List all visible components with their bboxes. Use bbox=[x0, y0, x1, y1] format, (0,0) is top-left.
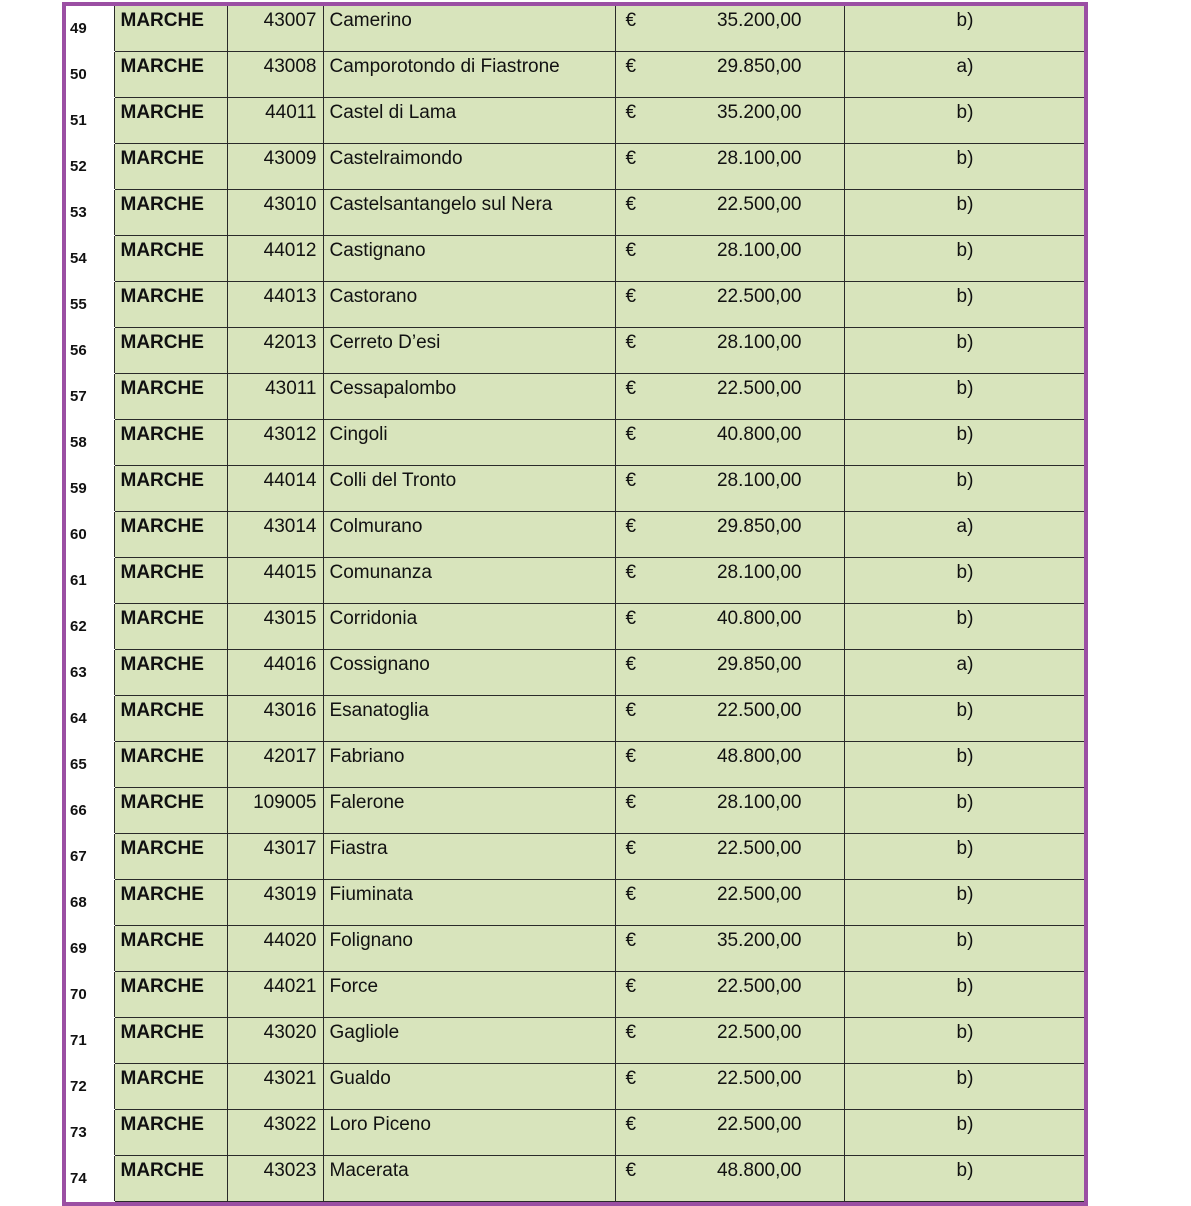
amount-cell: 22.500,00 bbox=[713, 880, 844, 926]
municipality-cell: Colli del Tronto bbox=[323, 466, 615, 512]
table-row bbox=[66, 880, 1084, 926]
municipality-cell: Force bbox=[323, 972, 615, 1018]
amount-cell: 28.100,00 bbox=[713, 144, 844, 190]
table-row bbox=[66, 52, 1084, 98]
code-cell: 43011 bbox=[227, 374, 323, 420]
table-row bbox=[66, 788, 1084, 834]
municipality-cell: Camerino bbox=[323, 6, 615, 52]
amount-cell: 29.850,00 bbox=[713, 512, 844, 558]
amount-cell: 29.850,00 bbox=[713, 650, 844, 696]
code-cell: 43007 bbox=[227, 6, 323, 52]
region-cell: MARCHE bbox=[114, 466, 227, 512]
category-cell: b) bbox=[844, 1018, 1084, 1064]
table-row bbox=[66, 1018, 1084, 1064]
region-cell: MARCHE bbox=[114, 788, 227, 834]
document-frame bbox=[62, 2, 1088, 1206]
municipality-cell: Macerata bbox=[323, 1156, 615, 1202]
amount-cell: 48.800,00 bbox=[713, 1156, 844, 1202]
municipality-cell: Cingoli bbox=[323, 420, 615, 466]
region-cell: MARCHE bbox=[114, 834, 227, 880]
municipality-cell: Colmurano bbox=[323, 512, 615, 558]
code-cell: 43017 bbox=[227, 834, 323, 880]
table-row bbox=[66, 282, 1084, 328]
category-cell: b) bbox=[844, 880, 1084, 926]
category-cell: a) bbox=[844, 512, 1084, 558]
table-row bbox=[66, 512, 1084, 558]
category-cell: b) bbox=[844, 604, 1084, 650]
category-cell: a) bbox=[844, 52, 1084, 98]
code-cell: 43020 bbox=[227, 1018, 323, 1064]
amount-cell: 40.800,00 bbox=[713, 604, 844, 650]
table-row bbox=[66, 466, 1084, 512]
code-cell: 44014 bbox=[227, 466, 323, 512]
region-cell: MARCHE bbox=[114, 1018, 227, 1064]
code-cell: 43016 bbox=[227, 696, 323, 742]
amount-cell: 22.500,00 bbox=[713, 696, 844, 742]
row-number: 55 bbox=[66, 282, 114, 328]
currency-cell: € bbox=[615, 788, 713, 834]
amount-cell: 35.200,00 bbox=[713, 98, 844, 144]
category-cell: b) bbox=[844, 788, 1084, 834]
row-number: 51 bbox=[66, 98, 114, 144]
currency-cell: € bbox=[615, 558, 713, 604]
row-number: 73 bbox=[66, 1110, 114, 1156]
table-row bbox=[66, 328, 1084, 374]
amount-cell: 40.800,00 bbox=[713, 420, 844, 466]
table-row bbox=[66, 98, 1084, 144]
row-number: 60 bbox=[66, 512, 114, 558]
municipality-cell: Gualdo bbox=[323, 1064, 615, 1110]
region-cell: MARCHE bbox=[114, 742, 227, 788]
code-cell: 44013 bbox=[227, 282, 323, 328]
code-cell: 44011 bbox=[227, 98, 323, 144]
category-cell: b) bbox=[844, 926, 1084, 972]
currency-cell: € bbox=[615, 328, 713, 374]
municipality-cell: Falerone bbox=[323, 788, 615, 834]
region-cell: MARCHE bbox=[114, 650, 227, 696]
currency-cell: € bbox=[615, 144, 713, 190]
category-cell: b) bbox=[844, 98, 1084, 144]
row-number: 52 bbox=[66, 144, 114, 190]
amount-cell: 28.100,00 bbox=[713, 236, 844, 282]
region-cell: MARCHE bbox=[114, 1064, 227, 1110]
category-cell: b) bbox=[844, 190, 1084, 236]
amount-cell: 35.200,00 bbox=[713, 926, 844, 972]
row-number: 53 bbox=[66, 190, 114, 236]
code-cell: 43023 bbox=[227, 1156, 323, 1202]
amount-cell: 28.100,00 bbox=[713, 788, 844, 834]
region-cell: MARCHE bbox=[114, 926, 227, 972]
municipality-cell: Castelsantangelo sul Nera bbox=[323, 190, 615, 236]
currency-cell: € bbox=[615, 512, 713, 558]
table-row bbox=[66, 604, 1084, 650]
category-cell: b) bbox=[844, 1110, 1084, 1156]
municipality-cell: Folignano bbox=[323, 926, 615, 972]
region-cell: MARCHE bbox=[114, 52, 227, 98]
amount-cell: 22.500,00 bbox=[713, 972, 844, 1018]
amount-cell: 22.500,00 bbox=[713, 834, 844, 880]
currency-cell: € bbox=[615, 1018, 713, 1064]
row-number: 71 bbox=[66, 1018, 114, 1064]
amount-cell: 22.500,00 bbox=[713, 374, 844, 420]
code-cell: 43015 bbox=[227, 604, 323, 650]
amount-cell: 29.850,00 bbox=[713, 52, 844, 98]
table-row bbox=[66, 190, 1084, 236]
region-cell: MARCHE bbox=[114, 190, 227, 236]
municipality-cell: Fiastra bbox=[323, 834, 615, 880]
currency-cell: € bbox=[615, 52, 713, 98]
municipality-cell: Comunanza bbox=[323, 558, 615, 604]
row-number: 70 bbox=[66, 972, 114, 1018]
currency-cell: € bbox=[615, 650, 713, 696]
region-cell: MARCHE bbox=[114, 328, 227, 374]
table-row bbox=[66, 696, 1084, 742]
region-cell: MARCHE bbox=[114, 880, 227, 926]
currency-cell: € bbox=[615, 696, 713, 742]
currency-cell: € bbox=[615, 374, 713, 420]
region-cell: MARCHE bbox=[114, 236, 227, 282]
code-cell: 43014 bbox=[227, 512, 323, 558]
row-number: 56 bbox=[66, 328, 114, 374]
row-number: 72 bbox=[66, 1064, 114, 1110]
code-cell: 109005 bbox=[227, 788, 323, 834]
municipality-cell: Cossignano bbox=[323, 650, 615, 696]
municipality-cell: Castignano bbox=[323, 236, 615, 282]
region-cell: MARCHE bbox=[114, 144, 227, 190]
row-number: 66 bbox=[66, 788, 114, 834]
region-cell: MARCHE bbox=[114, 1110, 227, 1156]
municipality-table bbox=[66, 6, 1085, 1202]
category-cell: b) bbox=[844, 328, 1084, 374]
category-cell: b) bbox=[844, 420, 1084, 466]
municipality-cell: Corridonia bbox=[323, 604, 615, 650]
currency-cell: € bbox=[615, 190, 713, 236]
region-cell: MARCHE bbox=[114, 98, 227, 144]
table-row bbox=[66, 374, 1084, 420]
table-body bbox=[66, 6, 1084, 1202]
category-cell: b) bbox=[844, 236, 1084, 282]
municipality-cell: Fiuminata bbox=[323, 880, 615, 926]
region-cell: MARCHE bbox=[114, 558, 227, 604]
category-cell: b) bbox=[844, 6, 1084, 52]
municipality-cell: Fabriano bbox=[323, 742, 615, 788]
code-cell: 43021 bbox=[227, 1064, 323, 1110]
amount-cell: 28.100,00 bbox=[713, 558, 844, 604]
row-number: 64 bbox=[66, 696, 114, 742]
category-cell: b) bbox=[844, 558, 1084, 604]
municipality-cell: Gagliole bbox=[323, 1018, 615, 1064]
category-cell: b) bbox=[844, 466, 1084, 512]
amount-cell: 22.500,00 bbox=[713, 1064, 844, 1110]
table-row bbox=[66, 144, 1084, 190]
category-cell: b) bbox=[844, 1156, 1084, 1202]
table-row bbox=[66, 1064, 1084, 1110]
table-row bbox=[66, 972, 1084, 1018]
currency-cell: € bbox=[615, 834, 713, 880]
currency-cell: € bbox=[615, 604, 713, 650]
code-cell: 43012 bbox=[227, 420, 323, 466]
currency-cell: € bbox=[615, 972, 713, 1018]
table-row bbox=[66, 6, 1084, 52]
table-row bbox=[66, 742, 1084, 788]
code-cell: 42013 bbox=[227, 328, 323, 374]
category-cell: b) bbox=[844, 374, 1084, 420]
municipality-cell: Cerreto D’esi bbox=[323, 328, 615, 374]
row-number: 57 bbox=[66, 374, 114, 420]
amount-cell: 22.500,00 bbox=[713, 190, 844, 236]
region-cell: MARCHE bbox=[114, 1156, 227, 1202]
currency-cell: € bbox=[615, 466, 713, 512]
region-cell: MARCHE bbox=[114, 6, 227, 52]
currency-cell: € bbox=[615, 98, 713, 144]
category-cell: b) bbox=[844, 834, 1084, 880]
region-cell: MARCHE bbox=[114, 512, 227, 558]
code-cell: 44016 bbox=[227, 650, 323, 696]
row-number: 54 bbox=[66, 236, 114, 282]
amount-cell: 35.200,00 bbox=[713, 6, 844, 52]
table-row bbox=[66, 1110, 1084, 1156]
municipality-cell: Esanatoglia bbox=[323, 696, 615, 742]
row-number: 59 bbox=[66, 466, 114, 512]
category-cell: b) bbox=[844, 282, 1084, 328]
code-cell: 44021 bbox=[227, 972, 323, 1018]
region-cell: MARCHE bbox=[114, 696, 227, 742]
region-cell: MARCHE bbox=[114, 972, 227, 1018]
region-cell: MARCHE bbox=[114, 282, 227, 328]
category-cell: b) bbox=[844, 742, 1084, 788]
code-cell: 44015 bbox=[227, 558, 323, 604]
currency-cell: € bbox=[615, 1156, 713, 1202]
municipality-cell: Cessapalombo bbox=[323, 374, 615, 420]
code-cell: 43022 bbox=[227, 1110, 323, 1156]
currency-cell: € bbox=[615, 926, 713, 972]
row-number: 49 bbox=[66, 6, 114, 52]
amount-cell: 22.500,00 bbox=[713, 1110, 844, 1156]
category-cell: b) bbox=[844, 144, 1084, 190]
code-cell: 43019 bbox=[227, 880, 323, 926]
municipality-cell: Castelraimondo bbox=[323, 144, 615, 190]
currency-cell: € bbox=[615, 420, 713, 466]
municipality-cell: Camporotondo di Fiastrone bbox=[323, 52, 615, 98]
code-cell: 42017 bbox=[227, 742, 323, 788]
currency-cell: € bbox=[615, 6, 713, 52]
category-cell: b) bbox=[844, 1064, 1084, 1110]
row-number: 63 bbox=[66, 650, 114, 696]
currency-cell: € bbox=[615, 742, 713, 788]
table-row bbox=[66, 420, 1084, 466]
table-row bbox=[66, 834, 1084, 880]
row-number: 65 bbox=[66, 742, 114, 788]
currency-cell: € bbox=[615, 880, 713, 926]
row-number: 62 bbox=[66, 604, 114, 650]
region-cell: MARCHE bbox=[114, 604, 227, 650]
category-cell: a) bbox=[844, 650, 1084, 696]
municipality-cell: Loro Piceno bbox=[323, 1110, 615, 1156]
amount-cell: 22.500,00 bbox=[713, 282, 844, 328]
code-cell: 44020 bbox=[227, 926, 323, 972]
table-row bbox=[66, 236, 1084, 282]
amount-cell: 28.100,00 bbox=[713, 328, 844, 374]
municipality-cell: Castorano bbox=[323, 282, 615, 328]
row-number: 58 bbox=[66, 420, 114, 466]
code-cell: 44012 bbox=[227, 236, 323, 282]
code-cell: 43008 bbox=[227, 52, 323, 98]
table-row bbox=[66, 926, 1084, 972]
currency-cell: € bbox=[615, 282, 713, 328]
row-number: 69 bbox=[66, 926, 114, 972]
category-cell: b) bbox=[844, 696, 1084, 742]
amount-cell: 48.800,00 bbox=[713, 742, 844, 788]
currency-cell: € bbox=[615, 236, 713, 282]
region-cell: MARCHE bbox=[114, 374, 227, 420]
amount-cell: 28.100,00 bbox=[713, 466, 844, 512]
code-cell: 43009 bbox=[227, 144, 323, 190]
amount-cell: 22.500,00 bbox=[713, 1018, 844, 1064]
code-cell: 43010 bbox=[227, 190, 323, 236]
table-row bbox=[66, 1156, 1084, 1202]
table-row bbox=[66, 650, 1084, 696]
row-number: 61 bbox=[66, 558, 114, 604]
row-number: 67 bbox=[66, 834, 114, 880]
category-cell: b) bbox=[844, 972, 1084, 1018]
row-number: 74 bbox=[66, 1156, 114, 1202]
row-number: 50 bbox=[66, 52, 114, 98]
municipality-cell: Castel di Lama bbox=[323, 98, 615, 144]
row-number: 68 bbox=[66, 880, 114, 926]
currency-cell: € bbox=[615, 1064, 713, 1110]
region-cell: MARCHE bbox=[114, 420, 227, 466]
table-row bbox=[66, 558, 1084, 604]
currency-cell: € bbox=[615, 1110, 713, 1156]
